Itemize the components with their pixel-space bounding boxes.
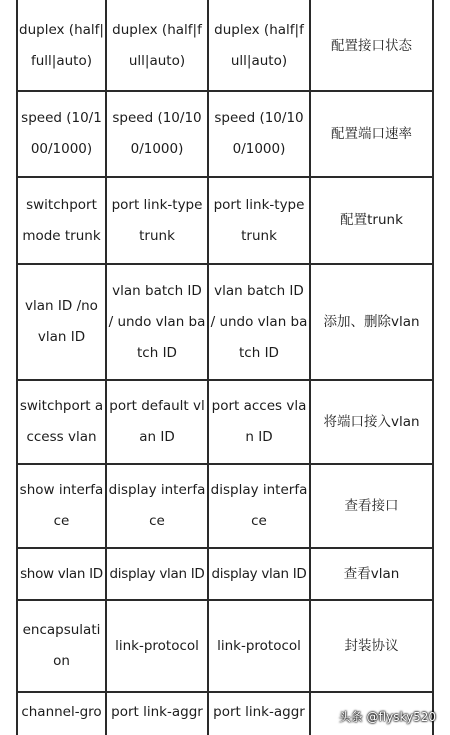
table-cell: vlan batch ID / undo vlan batch ID bbox=[208, 264, 310, 380]
command-comparison-table bbox=[16, 0, 434, 735]
table-cell: display interface bbox=[208, 464, 310, 548]
table-cell: vlan ID /no vlan ID bbox=[17, 264, 106, 380]
table-cell: port link-type trunk bbox=[106, 177, 208, 264]
table-cell: show vlan ID bbox=[17, 548, 106, 600]
table-cell-description: 添加、删除vlan bbox=[310, 264, 433, 380]
table-cell: port link-aggr bbox=[208, 692, 310, 735]
table-cell: duplex (half|full|auto) bbox=[106, 0, 208, 91]
table-cell: link-protocol bbox=[106, 600, 208, 692]
table-row bbox=[17, 91, 433, 177]
table-cell: encapsulation bbox=[17, 600, 106, 692]
table-cell: channel-gro bbox=[17, 692, 106, 735]
table-cell: link-protocol bbox=[208, 600, 310, 692]
table-row bbox=[17, 177, 433, 264]
table-cell-description: 配置端口速率 bbox=[310, 91, 433, 177]
table-cell-description: 查看vlan bbox=[310, 548, 433, 600]
table-row bbox=[17, 600, 433, 692]
table-row bbox=[17, 464, 433, 548]
table-row bbox=[17, 0, 433, 91]
table-row bbox=[17, 380, 433, 464]
table-cell: vlan batch ID / undo vlan batch ID bbox=[106, 264, 208, 380]
table-cell: switchport access vlan bbox=[17, 380, 106, 464]
watermark: 头条 @flysky520 bbox=[338, 710, 436, 724]
table-cell: speed (10/100/1000) bbox=[208, 91, 310, 177]
table-cell: switchport mode trunk bbox=[17, 177, 106, 264]
table-cell: speed (10/100/1000) bbox=[106, 91, 208, 177]
table-cell: show interface bbox=[17, 464, 106, 548]
table-cell-description: 查看接口 bbox=[310, 464, 433, 548]
table-cell: duplex (half|full|auto) bbox=[208, 0, 310, 91]
table-cell: duplex (half|full|auto) bbox=[17, 0, 106, 91]
table-cell: display vlan ID bbox=[208, 548, 310, 600]
table-cell: display interface bbox=[106, 464, 208, 548]
table-row bbox=[17, 548, 433, 600]
table-row bbox=[17, 264, 433, 380]
table-cell: speed (10/100/1000) bbox=[17, 91, 106, 177]
table-cell: port default vlan ID bbox=[106, 380, 208, 464]
table-cell: display vlan ID bbox=[106, 548, 208, 600]
table-cell: port acces vlan ID bbox=[208, 380, 310, 464]
table-cell: port link-aggr bbox=[106, 692, 208, 735]
table-cell-description: 将端口接入vlan bbox=[310, 380, 433, 464]
table-cell: port link-type trunk bbox=[208, 177, 310, 264]
table-cell-description: 配置trunk bbox=[310, 177, 433, 264]
table-cell-description: 封装协议 bbox=[310, 600, 433, 692]
table-cell-description: 配置接口状态 bbox=[310, 0, 433, 91]
